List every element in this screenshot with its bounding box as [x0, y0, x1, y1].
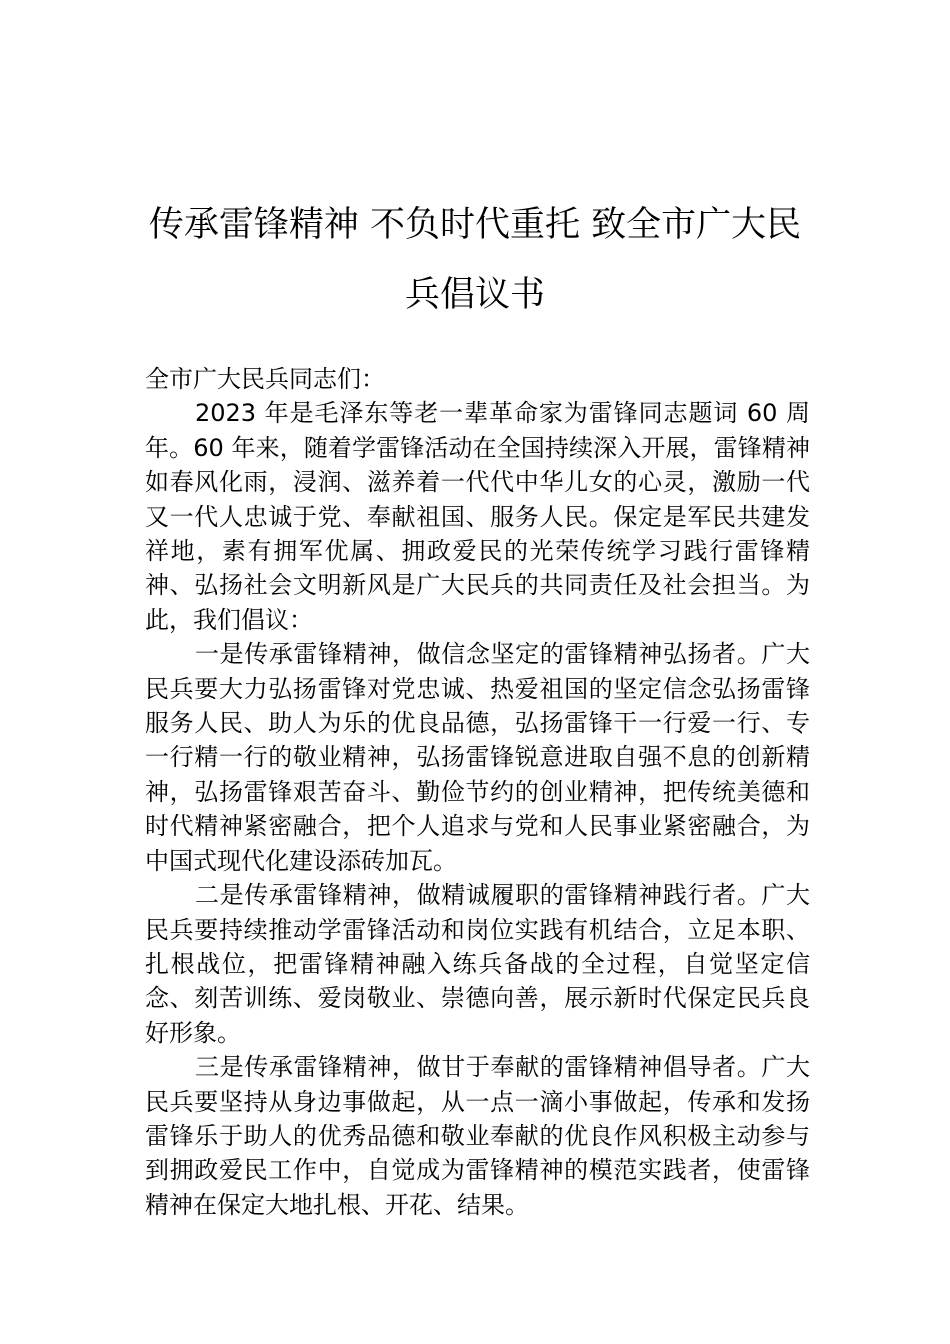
document-title-line-1: 传承雷锋精神 不负时代重托 致全市广大民	[148, 205, 802, 245]
paragraph-proposal-3: 三是传承雷锋精神，做甘于奉献的雷锋精神倡导者。广大民兵要坚持从身边事做起，从一点一滴小事做起，传承和发扬雷锋乐于助人的优秀品德和敬业奉献的优良作风积极主动参与到拥政爱民工作中，自觉成为雷锋精神的模范实践者，使雷锋精神在保定大地扎根、开花、结果。	[145, 1053, 810, 1219]
salutation: 全市广大民兵同志们：	[145, 365, 385, 393]
paragraph-intro: 2023 年是毛泽东等老一辈革命家为雷锋同志题词 60 周年。60 年来，随着学雷锋活动在全国持续深入开展，雷锋精神如春风化雨，浸润、滋养着一代代中华儿女的心灵，激励一代又一代人忠诚于党、奉献祖国、服务人民。保定是军民共建发祥地，素有拥军优属、拥政爱民的光荣传统学习践行雷锋精神、弘扬社会文明新风是广大民兵的共同责任及社会担当。为此，我们倡议：	[145, 399, 810, 634]
document-body	[145, 362, 810, 1222]
document-title-line-2: 兵倡议书	[404, 275, 545, 315]
paragraph-proposal-1: 一是传承雷锋精神，做信念坚定的雷锋精神弘扬者。广大民兵要大力弘扬雷锋对党忠诚、热爱祖国的坚定信念弘扬雷锋服务人民、助人为乐的优良品德，弘扬雷锋干一行爱一行、专一行精一行的敬业精神，弘扬雷锋锐意进取自强不息的创新精神，弘扬雷锋艰苦奋斗、勤俭节约的创业精神，把传统美德和时代精神紧密融合，把个人追求与党和人民事业紧密融合，为中国式现代化建设添砖加瓦。	[145, 640, 810, 875]
paragraph-proposal-2: 二是传承雷锋精神，做精诚履职的雷锋精神践行者。广大民兵要持续推动学雷锋活动和岗位实践有机结合，立足本职、扎根战位，把雷锋精神融入练兵备战的全过程，自觉坚定信念、刻苦训练、爱岗敬业、崇德向善，展示新时代保定民兵良好形象。	[145, 881, 810, 1047]
